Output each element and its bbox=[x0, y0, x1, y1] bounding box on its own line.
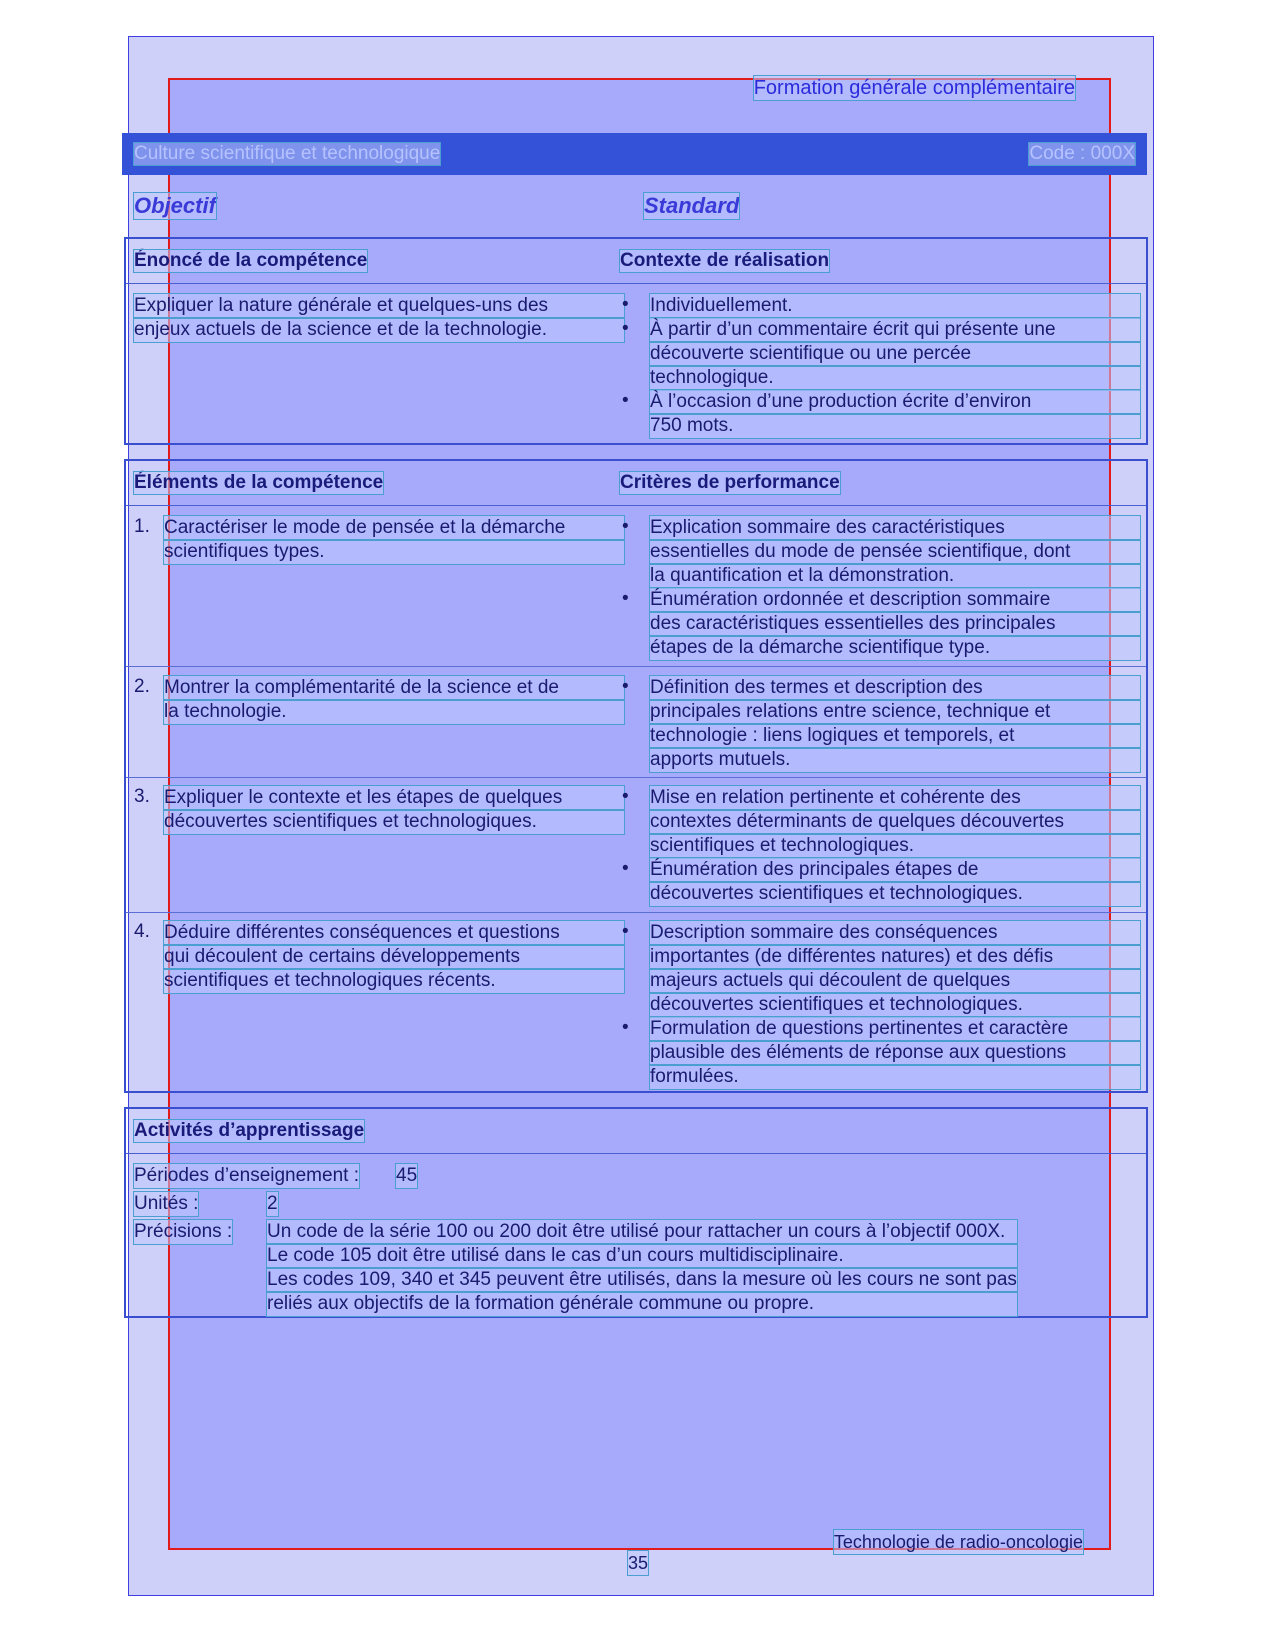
bullet-icon: • bbox=[622, 1017, 629, 1038]
competence-section bbox=[124, 237, 1148, 445]
criteria-line: Définition des termes et description des bbox=[650, 676, 1140, 700]
statement-line: Expliquer la nature générale et quelques-uns des bbox=[134, 294, 624, 318]
criteria-2 bbox=[620, 676, 1140, 772]
precisions-line: Les codes 109, 340 et 345 peuvent être utilisés, dans la mesure où les cours ne sont pas bbox=[267, 1269, 1017, 1290]
bullet-icon: • bbox=[622, 588, 629, 609]
row-divider bbox=[126, 666, 1146, 667]
bullet-icon: • bbox=[622, 318, 629, 339]
context-line: découverte scientifique ou une percée bbox=[650, 342, 1140, 366]
criteria-line: Formulation de questions pertinentes et caractère bbox=[650, 1017, 1140, 1041]
activities-body bbox=[134, 1164, 1134, 1320]
list-item bbox=[620, 1017, 1140, 1089]
precisions-line: reliés aux objectifs de la formation générale commune ou propre. bbox=[267, 1292, 1017, 1316]
element-line: Montrer la complémentarité de la science et de bbox=[164, 676, 624, 700]
bullet-icon: • bbox=[622, 390, 629, 411]
criteria-line: formulées. bbox=[650, 1065, 1140, 1089]
list-item bbox=[620, 921, 1140, 1017]
context-list bbox=[620, 294, 1140, 438]
course-title: Culture scientifique et technologique bbox=[134, 143, 441, 164]
list-item bbox=[620, 318, 1140, 390]
bullet-icon: • bbox=[622, 516, 629, 537]
element-4 bbox=[134, 921, 624, 993]
list-item bbox=[134, 921, 624, 993]
element-line: scientifiques types. bbox=[164, 540, 624, 564]
competence-section-header bbox=[126, 239, 1146, 284]
criteria-line: découvertes scientifiques et technologiques. bbox=[650, 993, 1140, 1017]
context-line: technologique. bbox=[650, 366, 1140, 390]
row-divider bbox=[126, 777, 1146, 778]
program-header: Formation générale complémentaire bbox=[753, 77, 1075, 99]
page-number: 35 bbox=[628, 1553, 649, 1573]
activities-section-header bbox=[126, 1109, 1146, 1154]
element-number: 3. bbox=[134, 786, 150, 807]
periods-value: 45 bbox=[396, 1165, 418, 1186]
criteria-line: principales relations entre science, technique et bbox=[650, 700, 1140, 724]
list-item bbox=[620, 516, 1140, 588]
objectif-label: Objectif bbox=[134, 193, 216, 218]
units-label: Unités : bbox=[134, 1193, 199, 1214]
element-number: 1. bbox=[134, 516, 150, 537]
bullet-icon: • bbox=[622, 858, 629, 879]
bullet-icon: • bbox=[622, 294, 629, 315]
list-item bbox=[134, 786, 624, 834]
list-item bbox=[620, 676, 1140, 772]
course-code: Code : 000X bbox=[1029, 143, 1135, 164]
criteria-4 bbox=[620, 921, 1140, 1089]
periods-label: Périodes d’enseignement : bbox=[134, 1165, 359, 1186]
criteria-line: Énumération ordonnée et description sommaire bbox=[650, 588, 1140, 612]
competence-head-right: Contexte de réalisation bbox=[620, 250, 830, 271]
element-line: Caractériser le mode de pensée et la démarche bbox=[164, 516, 624, 540]
competence-statement bbox=[134, 294, 624, 342]
context-line: 750 mots. bbox=[650, 414, 1140, 438]
criteria-line: plausible des éléments de réponse aux questions bbox=[650, 1041, 1140, 1065]
criteria-line: Explication sommaire des caractéristiques bbox=[650, 516, 1140, 540]
list-item bbox=[620, 588, 1140, 660]
criteria-line: étapes de la démarche scientifique type. bbox=[650, 636, 1140, 660]
list-item bbox=[620, 294, 1140, 318]
elements-head-left: Éléments de la compétence bbox=[134, 472, 384, 493]
elements-head-right: Critères de performance bbox=[620, 472, 840, 493]
criteria-line: Énumération des principales étapes de bbox=[650, 858, 1140, 882]
criteria-line: contextes déterminants de quelques découvertes bbox=[650, 810, 1140, 834]
list-item bbox=[134, 676, 624, 724]
element-2 bbox=[134, 676, 624, 724]
element-number: 4. bbox=[134, 921, 150, 942]
criteria-line: scientifiques et technologiques. bbox=[650, 834, 1140, 858]
statement-line: enjeux actuels de la science et de la technologie. bbox=[134, 318, 624, 342]
criteria-line: Mise en relation pertinente et cohérente des bbox=[650, 786, 1140, 810]
element-3 bbox=[134, 786, 624, 834]
criteria-line: majeurs actuels qui découlent de quelques bbox=[650, 969, 1140, 993]
precisions-text bbox=[267, 1220, 1017, 1316]
criteria-1 bbox=[620, 516, 1140, 660]
list-item bbox=[134, 516, 624, 564]
footer-program-name: Technologie de radio-oncologie bbox=[833, 1532, 1083, 1552]
element-line: Déduire différentes conséquences et questions bbox=[164, 921, 624, 945]
criteria-line: importantes (de différentes natures) et des défis bbox=[650, 945, 1140, 969]
criteria-line: découvertes scientifiques et technologiques. bbox=[650, 882, 1140, 906]
units-value: 2 bbox=[267, 1193, 278, 1214]
standard-label: Standard bbox=[644, 193, 740, 218]
element-line: qui découlent de certains développements bbox=[164, 945, 624, 969]
element-line: scientifiques et technologiques récents. bbox=[164, 969, 624, 993]
list-item bbox=[620, 786, 1140, 858]
criteria-line: des caractéristiques essentielles des principales bbox=[650, 612, 1140, 636]
element-number: 2. bbox=[134, 676, 150, 697]
bullet-icon: • bbox=[622, 676, 629, 697]
criteria-line: technologie : liens logiques et temporels, et bbox=[650, 724, 1140, 748]
element-1 bbox=[134, 516, 624, 564]
precisions-label: Précisions : bbox=[134, 1221, 233, 1242]
bullet-icon: • bbox=[622, 786, 629, 807]
precisions-line: Le code 105 doit être utilisé dans le cas d’un cours multidisciplinaire. bbox=[267, 1244, 1017, 1268]
criteria-line: la quantification et la démonstration. bbox=[650, 564, 1140, 588]
criteria-3 bbox=[620, 786, 1140, 906]
course-title-bar bbox=[122, 133, 1147, 175]
row-divider bbox=[126, 912, 1146, 913]
element-line: découvertes scientifiques et technologiques. bbox=[164, 810, 624, 834]
activities-section bbox=[124, 1107, 1148, 1318]
element-line: la technologie. bbox=[164, 700, 624, 724]
elements-section-header bbox=[126, 461, 1146, 506]
bullet-icon: • bbox=[622, 921, 629, 942]
criteria-line: essentielles du mode de pensée scientifique, dont bbox=[650, 540, 1140, 564]
list-item bbox=[620, 858, 1140, 906]
activities-head: Activités d’apprentissage bbox=[134, 1120, 365, 1141]
criteria-line: Description sommaire des conséquences bbox=[650, 921, 1140, 945]
context-line: À partir d’un commentaire écrit qui présente une bbox=[650, 318, 1140, 342]
context-line: Individuellement. bbox=[650, 294, 1140, 318]
context-line: À l’occasion d’une production écrite d’environ bbox=[650, 390, 1140, 414]
precisions-line: Un code de la série 100 ou 200 doit être utilisé pour rattacher un cours à l’objectif 000X. bbox=[267, 1220, 1017, 1244]
element-line: Expliquer le contexte et les étapes de quelques bbox=[164, 786, 624, 810]
elements-section bbox=[124, 459, 1148, 1093]
list-item bbox=[620, 390, 1140, 438]
criteria-line: apports mutuels. bbox=[650, 748, 1140, 772]
competence-head-left: Énoncé de la compétence bbox=[134, 250, 368, 271]
